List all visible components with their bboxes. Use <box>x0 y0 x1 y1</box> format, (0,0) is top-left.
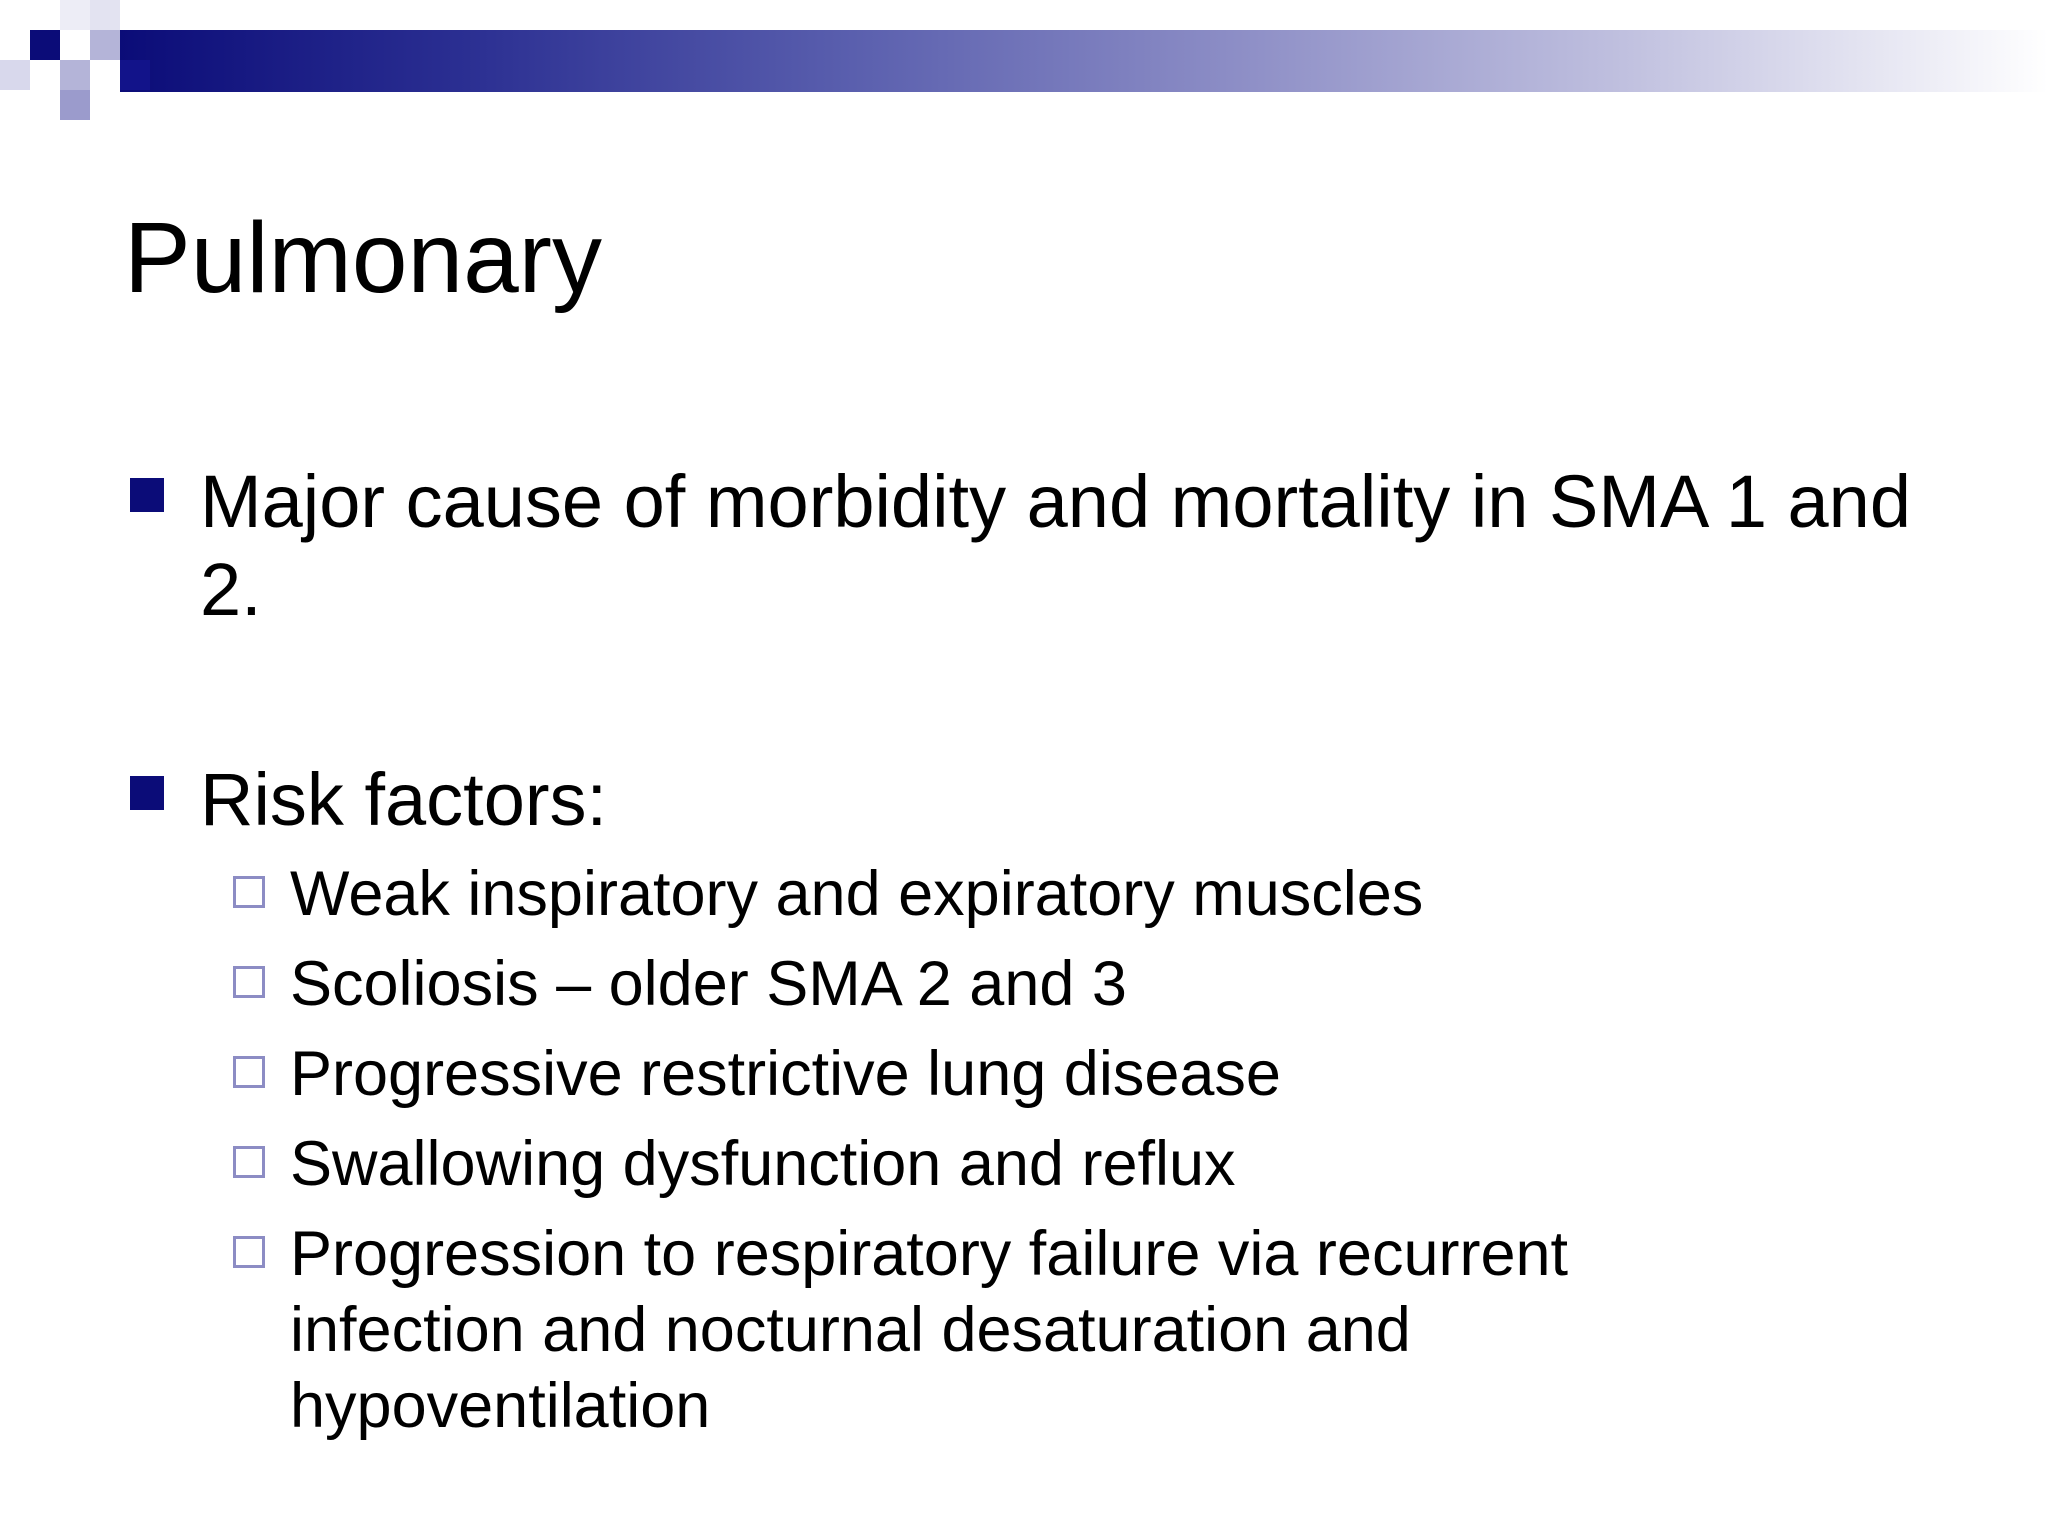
bullet-item: Risk factors: <box>200 758 608 841</box>
sub-bullet-item: Progression to respiratory failure via recurrent infection and nocturnal desaturation and hypoventilation <box>290 1219 1569 1441</box>
hollow-square-bullet-icon <box>233 1236 265 1268</box>
filled-square-bullet-icon <box>130 776 164 810</box>
slide-title: Pulmonary <box>124 202 602 314</box>
hollow-square-bullet-icon <box>233 1056 265 1088</box>
filled-square-bullet-icon <box>130 478 164 512</box>
hollow-square-bullet-icon <box>233 876 265 908</box>
hollow-square-bullet-icon <box>233 1146 265 1178</box>
hollow-square-bullet-icon <box>233 966 265 998</box>
sub-bullet-item: Progressive restrictive lung disease <box>290 1039 1281 1109</box>
bullet-item: Major cause of morbidity and mortality in SMA 1 and 2. <box>200 460 1911 631</box>
sub-bullet-item: Weak inspiratory and expiratory muscles <box>290 859 1424 929</box>
sub-bullet-item: Swallowing dysfunction and reflux <box>290 1129 1236 1199</box>
sub-bullet-item: Scoliosis – older SMA 2 and 3 <box>290 949 1127 1019</box>
